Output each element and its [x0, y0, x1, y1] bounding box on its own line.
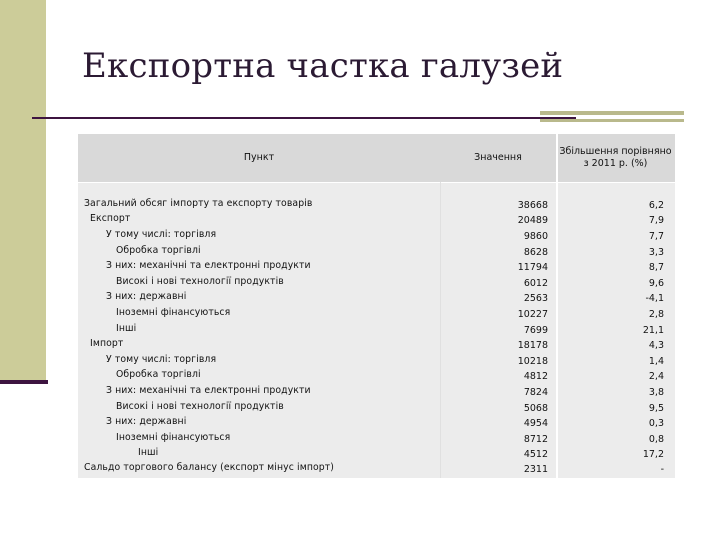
row-increase: 9,5: [648, 403, 664, 414]
row-increase: 0,3: [648, 418, 664, 429]
side-accent-bar: [0, 0, 46, 382]
row-label: У тому числі: торгівля: [106, 229, 217, 240]
title-underline-accent-top: [540, 111, 684, 115]
export-share-table: [78, 134, 675, 478]
row-label: З них: державні: [106, 416, 187, 427]
row-value: 4512: [523, 449, 548, 460]
title-underline-accent-bottom: [540, 119, 684, 122]
row-value: 11794: [517, 262, 548, 273]
row-label: У тому числі: торгівля: [106, 354, 217, 365]
side-accent-mark: [0, 380, 48, 384]
row-label: Обробка торгівлі: [116, 369, 201, 380]
row-value: 4954: [523, 418, 548, 429]
row-label: З них: механічні та електронні продукти: [106, 385, 311, 396]
row-value: 38668: [517, 200, 548, 211]
row-increase: -4,1: [645, 293, 664, 304]
row-label: Сальдо торгового балансу (експорт мінус імпорт): [84, 462, 335, 473]
row-value: 20489: [517, 215, 548, 226]
header-value: Значення: [440, 134, 556, 182]
row-increase: 9,6: [648, 278, 664, 289]
row-increase: 3,8: [648, 387, 664, 398]
row-label: Іноземні фінансуються: [116, 307, 231, 318]
row-value: 4812: [523, 371, 548, 382]
row-increase: 2,8: [648, 309, 664, 320]
row-value: 8628: [523, 247, 548, 258]
row-label: Експорт: [90, 213, 131, 224]
row-label: Загальний обсяг імпорту та експорту товарів: [84, 198, 313, 209]
row-value: 2563: [523, 293, 548, 304]
row-label: Іноземні фінансуються: [116, 432, 231, 443]
row-increase: 4,3: [648, 340, 664, 351]
slide-title: Експортна частка галузей: [82, 46, 564, 86]
row-increase: 3,3: [648, 247, 664, 258]
header-item: Пункт: [78, 134, 440, 182]
header-increase: Збільшення порівняно з 2011 р. (%): [556, 134, 675, 182]
row-increase: -: [660, 464, 664, 475]
row-value: 2311: [523, 464, 548, 475]
row-value: 5068: [523, 403, 548, 414]
row-value: 10218: [517, 356, 548, 367]
row-increase: 6,2: [648, 200, 664, 211]
row-value: 10227: [517, 309, 548, 320]
row-value: 8712: [523, 434, 548, 445]
row-value: 7824: [523, 387, 548, 398]
header-divider: [78, 182, 675, 183]
row-label: Імпорт: [90, 338, 124, 349]
row-increase: 7,7: [648, 231, 664, 242]
row-label: З них: державні: [106, 291, 187, 302]
row-increase: 0,8: [648, 434, 664, 445]
row-value: 9860: [523, 231, 548, 242]
row-value: 18178: [517, 340, 548, 351]
row-label: Обробка торгівлі: [116, 245, 201, 256]
row-increase: 8,7: [648, 262, 664, 273]
row-label: Інші: [138, 447, 159, 458]
row-label: Інші: [116, 323, 137, 334]
row-value: 7699: [523, 325, 548, 336]
row-increase: 2,4: [648, 371, 664, 382]
row-label: Високі і нові технології продуктів: [116, 401, 284, 412]
row-value: 6012: [523, 278, 548, 289]
row-increase: 7,9: [648, 215, 664, 226]
row-label: Високі і нові технології продуктів: [116, 276, 284, 287]
title-underline: [32, 117, 576, 119]
row-label: З них: механічні та електронні продукти: [106, 260, 311, 271]
row-increase: 21,1: [642, 325, 664, 336]
row-increase: 1,4: [648, 356, 664, 367]
row-increase: 17,2: [642, 449, 664, 460]
